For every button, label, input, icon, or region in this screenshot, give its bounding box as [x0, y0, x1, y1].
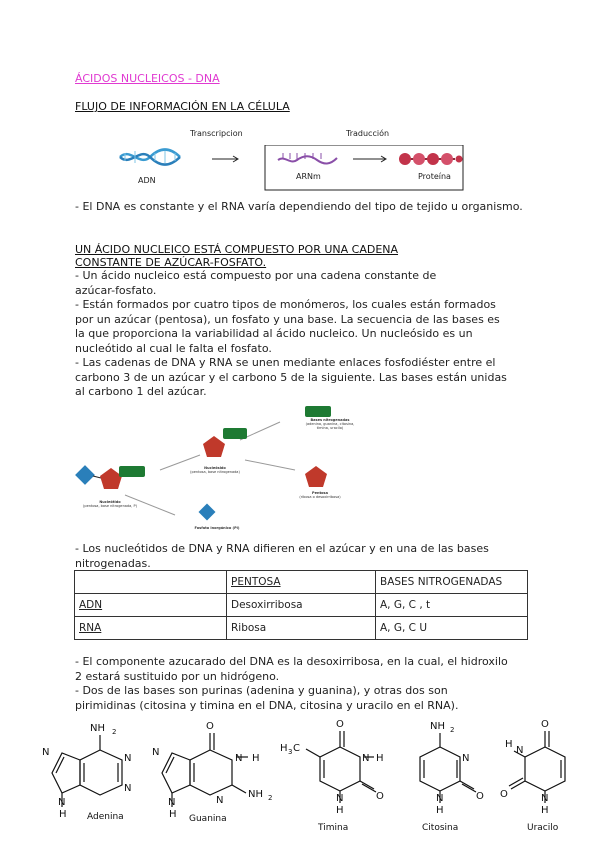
svg-text:2: 2 [268, 794, 273, 802]
table-row [75, 617, 528, 640]
section-heading-acido-line1: UN ÁCIDO NUCLEICO ESTÁ COMPUESTO POR UNA CADENA [75, 243, 399, 256]
table-cell: RNA [75, 617, 227, 640]
transcription-label: Transcripcion [190, 129, 243, 138]
svg-text:N: N [58, 797, 66, 808]
adenine-label: Adenina [87, 812, 124, 822]
table-cell [75, 571, 227, 594]
svg-text:H: H [336, 805, 344, 816]
para3-line: al carbono 1 del azúcar. [75, 385, 207, 398]
svg-text:N: N [541, 793, 549, 804]
svg-text:H: H [169, 809, 177, 820]
table-cell: A, G, C , t [376, 594, 528, 617]
table-cell: A, G, C U [376, 617, 528, 640]
para2-line: la que proporciona la variabilidad al ácido nucleico. Un nucleósido es un [75, 327, 473, 340]
svg-text:N: N [168, 797, 176, 808]
pentose-icon [305, 466, 327, 487]
arnm-label: ARNm [296, 172, 321, 181]
table-cell: ADN [75, 594, 227, 617]
svg-text:N: N [235, 753, 243, 764]
para1-line: azúcar-fosfato. [75, 283, 157, 297]
svg-text:N: N [124, 783, 132, 794]
section4-line: - El componente azucarado del DNA es la desoxirribosa, en la cual, el hidroxilo [75, 655, 508, 668]
nucleoside-icon [203, 428, 247, 457]
svg-text:3: 3 [288, 748, 293, 756]
nucleotide-icon [75, 465, 145, 489]
svg-text:H: H [541, 805, 549, 816]
para2-line: nucleótido al cual le falta el fosfato. [75, 341, 272, 355]
cytosine-structure-icon [420, 733, 476, 803]
thymine-label: Timina [318, 823, 349, 833]
svg-text:O: O [206, 721, 214, 732]
section3-line: nitrogenadas. [75, 556, 151, 570]
svg-text:H: H [505, 739, 513, 750]
svg-text:N: N [516, 745, 524, 756]
svg-text:O: O [476, 791, 484, 802]
page-title: ÁCIDOS NUCLEICOS - DNA [75, 72, 220, 85]
pentose-caption: Pentosa (ribosa o desoxirribosa) [299, 491, 341, 499]
para3-line: carbono 3 de un azúcar y el carbono 5 de la siguiente. Las bases están unidas [75, 370, 507, 384]
svg-text:N: N [436, 793, 444, 804]
svg-text:N: N [336, 793, 344, 804]
svg-text:N: N [362, 753, 370, 764]
translation-box [265, 145, 463, 190]
svg-text:H: H [280, 743, 288, 754]
section4-line: 2 estará sustituido por un hidrógeno. [75, 669, 280, 683]
para2-line: - Están formados por cuatro tipos de monómeros, los cuales están formados [75, 298, 496, 311]
guanine-label: Guanina [189, 814, 227, 824]
table-cell: Ribosa [227, 617, 376, 640]
svg-text:N: N [42, 747, 50, 758]
svg-text:C: C [293, 743, 300, 754]
dna-helix-icon [120, 150, 180, 165]
phosphate-caption: Fosfato inorgánico (Pi) [194, 526, 240, 530]
molecule-structures [40, 715, 580, 825]
svg-text:NH: NH [90, 723, 105, 734]
section1-text: - El DNA es constante y el RNA varía dependiendo del tipo de tejido u organismo. [75, 200, 523, 213]
information-flow-diagram [115, 145, 475, 195]
svg-text:NH: NH [248, 789, 263, 800]
uracil-structure-icon [509, 731, 565, 803]
svg-text:NH: NH [430, 721, 445, 732]
adn-label: ADN [138, 176, 156, 185]
svg-text:O: O [500, 789, 508, 800]
nitrogen-base-icon [305, 406, 331, 417]
arrow-right-icon [212, 156, 238, 162]
para2-line: por un azúcar (pentosa), un fosfato y una base. La secuencia de las bases es [75, 312, 500, 326]
uracil-label: Uracilo [527, 823, 559, 833]
svg-text:N: N [152, 747, 160, 758]
para1-line: - Un ácido nucleico está compuesto por una cadena constante de [75, 269, 437, 282]
nucleotide-caption: Nucleótido (pentosa, base nitrogenada, P) [83, 500, 137, 508]
table-cell: Desoxirribosa [227, 594, 376, 617]
protein-chain-icon [399, 153, 463, 165]
protein-label: Proteína [418, 172, 451, 181]
phosphate-icon [199, 504, 216, 521]
table-header-pentosa: PENTOSA [227, 571, 376, 594]
table-row [75, 594, 528, 617]
svg-text:H: H [59, 809, 67, 820]
svg-text:2: 2 [450, 726, 455, 734]
table-header-row [75, 571, 528, 594]
section-heading-flujo: FLUJO DE INFORMACIÓN EN LA CÉLULA [75, 100, 290, 113]
svg-text:O: O [376, 791, 384, 802]
section4-line: - Dos de las bases son purinas (adenina y guanina), y otras dos son [75, 684, 448, 697]
translation-label: Traducción [346, 129, 390, 138]
bases-caption: Bases nitrogenadas (adenina, guanina, citosina, timina, uracilo) [305, 418, 355, 430]
svg-text:N: N [216, 795, 224, 806]
arrow-right-icon [353, 156, 386, 162]
section-heading-acido-line2: CONSTANTE DE AZÚCAR-FOSFATO. [75, 256, 267, 269]
comparison-table [74, 570, 528, 640]
svg-text:H: H [252, 753, 260, 764]
section3-line: - Los nucleótidos de DNA y RNA difieren en el azúcar y en una de las bases [75, 542, 489, 555]
svg-text:H: H [376, 753, 384, 764]
svg-text:2: 2 [112, 728, 117, 736]
svg-text:N: N [124, 753, 132, 764]
nucleoside-caption: Nucleósido (pentosa, base nitrogenada) [190, 466, 240, 474]
table-header-bases: BASES NITROGENADAS [376, 571, 528, 594]
section4-line: pirimidinas (citosina y timina en el DNA, citosina y uracilo en el RNA). [75, 698, 459, 712]
para3-line: - Las cadenas de DNA y RNA se unen mediante enlaces fosfodiéster entre el [75, 356, 496, 369]
svg-text:N: N [462, 753, 470, 764]
svg-text:H: H [436, 805, 444, 816]
rna-strand-icon [278, 153, 337, 164]
guanine-structure-icon [162, 733, 248, 807]
svg-text:O: O [336, 719, 344, 730]
cytosine-label: Citosina [422, 823, 459, 833]
svg-text:O: O [541, 719, 549, 730]
